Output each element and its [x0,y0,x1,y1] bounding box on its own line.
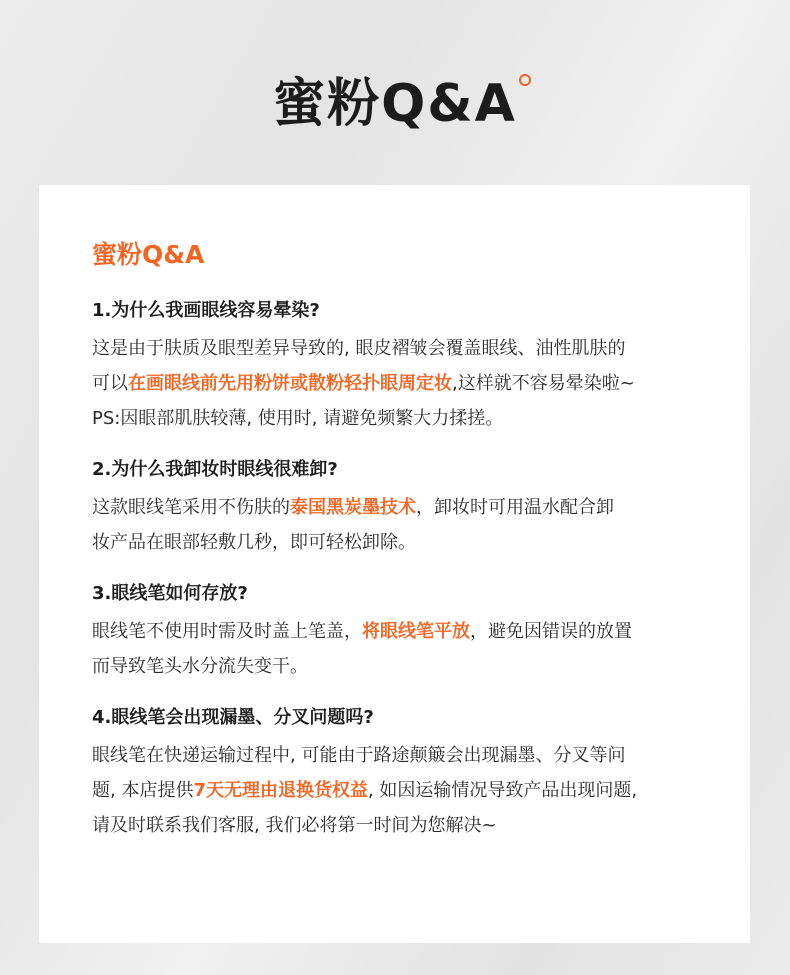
answer-highlight: 泰国黑炭墨技术 [290,497,416,518]
answer-line [92,490,728,525]
answer-line [92,401,728,436]
card-title: 蜜粉Q&A [92,240,205,269]
answer-text: ，卸妆时可用温水配合卸 [416,497,614,518]
answer-text: 眼线笔不使用时需及时盖上笔盖， [92,621,362,642]
answer-text: PS:因眼部肌肤较薄, 使用时, 请避免频繁大力揉搓。 [92,408,504,429]
qa-item-3 [92,580,728,684]
answer-line [92,366,728,401]
answer-text: 可以 [92,373,128,394]
answer-line [92,773,728,808]
answer-text: 眼线笔在快递运输过程中, 可能由于路途颠簸会出现漏墨、分叉等问 [92,745,626,766]
answer-line [92,331,728,366]
answer-line [92,738,728,773]
answer-3 [92,614,728,684]
answer-line [92,649,728,684]
answer-text: 这款眼线笔采用不伤肤的 [92,497,290,518]
question-3: 3.眼线笔如何存放? [92,583,248,604]
answer-1 [92,331,728,436]
answer-text: ,这样就不容易晕染啦~ [452,373,635,394]
page-title [273,70,517,138]
page-title-text: 蜜粉Q&A [273,74,517,134]
answer-line [92,525,728,560]
answer-text: ，避免因错误的放置 [470,621,632,642]
answer-highlight: 7天无理由退换货权益 [193,780,368,801]
qa-item-1 [92,297,728,436]
qa-card [39,185,750,943]
qa-item-2 [92,456,728,560]
answer-text: 请及时联系我们客服, 我们必将第一时间为您解决~ [92,815,497,836]
qa-item-4 [92,704,728,843]
answer-text: , 如因运输情况导致产品出现问题, [367,780,638,801]
answer-line [92,808,728,843]
answer-text: 题, 本店提供 [92,780,194,801]
answer-text: 这是由于肤质及眼型差异导致的, 眼皮褶皱会覆盖眼线、油性肌肤的 [92,338,626,359]
answer-highlight: 将眼线笔平放 [362,621,470,642]
answer-line [92,614,728,649]
answer-text: 而导致笔头水分流失变干。 [92,656,308,677]
question-2: 2.为什么我卸妆时眼线很难卸? [92,459,338,480]
answer-text: 妆产品在眼部轻敷几秒，即可轻松卸除。 [92,532,416,553]
question-1: 1.为什么我画眼线容易晕染? [92,300,320,321]
title-dot-decoration [519,74,531,86]
answer-highlight: 在画眼线前先用粉饼或散粉轻扑眼周定妆 [128,373,452,394]
question-4: 4.眼线笔会出现漏墨、分叉问题吗? [92,707,374,728]
answer-2 [92,490,728,560]
header [0,70,790,138]
answer-4 [92,738,728,843]
